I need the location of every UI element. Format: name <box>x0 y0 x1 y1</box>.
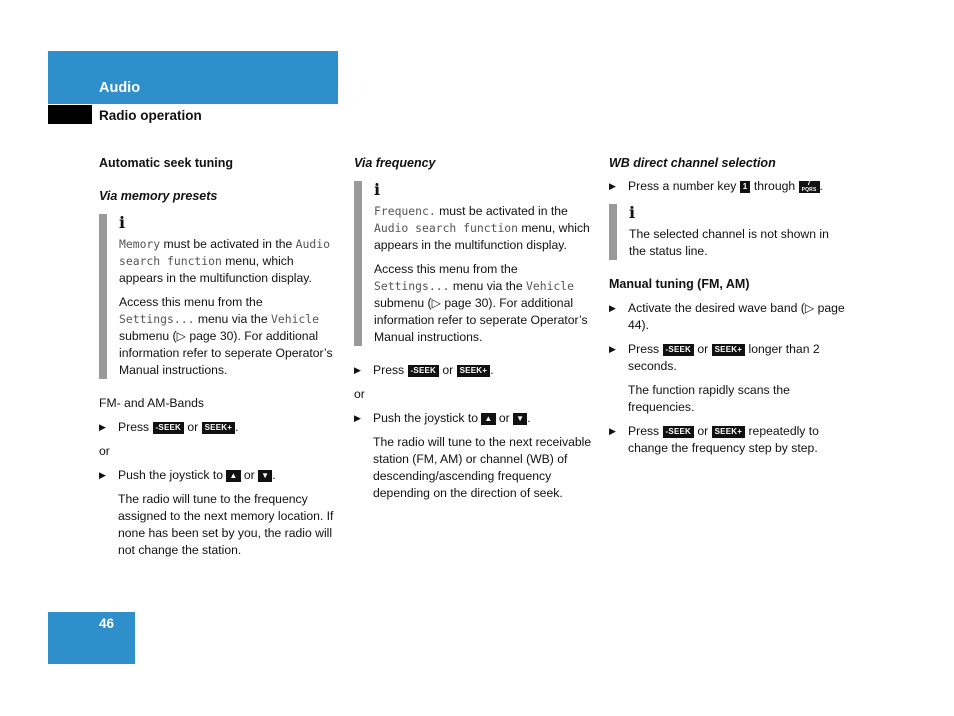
seek-plus-key: SEEK+ <box>712 426 745 438</box>
note-text-2: Access this menu from the Settings... menu via the Vehicle submenu (▷ page 30). For additional information refer to seperate Operator’s Manual instructions. <box>374 262 588 344</box>
seek-plus-key: SEEK+ <box>457 365 490 377</box>
bullet-icon: ▶ <box>609 181 616 191</box>
column-1 <box>99 155 339 559</box>
seek-plus-key: SEEK+ <box>712 344 745 356</box>
info-note <box>99 214 339 379</box>
seek-minus-key: -SEEK <box>153 422 184 434</box>
result-text: The radio will tune to the next receivable station (FM, AM) or channel (WB) of descending/ascending frequency depending on the direction of seek. <box>373 435 592 500</box>
note-text-2: Access this menu from the Settings... menu via the Vehicle submenu (▷ page 30). For additional information refer to seperate Operator’s Manual instructions. <box>119 295 333 377</box>
info-note <box>609 204 849 260</box>
subheading-memory-presets: Via memory presets <box>99 189 218 203</box>
bullet-icon: ▶ <box>99 422 106 432</box>
list-item: ▶ Push the joystick to ▲ or ▼ . <box>99 468 276 482</box>
note-bar <box>354 181 362 346</box>
seek-minus-key: -SEEK <box>663 426 694 438</box>
number-key-1: 1 <box>740 181 751 193</box>
seek-plus-key: SEEK+ <box>202 422 235 434</box>
header-marker <box>48 105 92 124</box>
down-arrow-key: ▼ <box>513 413 527 425</box>
page-number-band <box>48 612 135 664</box>
bullet-icon: ▶ <box>354 413 361 423</box>
info-note <box>354 181 594 346</box>
subsection-title: Radio operation <box>99 108 202 123</box>
subheading-wb-direct: WB direct channel selection <box>609 156 776 170</box>
note-text: Frequenc. must be activated in the Audio search function menu, which appears in the multifunction display. <box>374 204 590 252</box>
column-2 <box>354 155 594 502</box>
bullet-icon: ▶ <box>99 470 106 480</box>
list-item: ▶ Press a number key 1 through 7 PQRS . <box>609 179 823 193</box>
info-icon: i <box>374 180 381 199</box>
or-separator: or <box>354 387 365 401</box>
result-text: The function rapidly scans the frequencies. <box>628 383 790 414</box>
list-item: ▶ Activate the desired wave band (▷ page 44). <box>609 301 845 332</box>
result-text: The radio will tune to the frequency assigned to the next memory location. If none has been set by you, the radio will not change the station. <box>118 492 334 557</box>
bullet-icon: ▶ <box>609 344 616 354</box>
seek-minus-key: -SEEK <box>663 344 694 356</box>
column-3 <box>609 155 849 457</box>
down-arrow-key: ▼ <box>258 470 272 482</box>
note-bar <box>609 204 617 260</box>
or-separator: or <box>99 444 110 458</box>
bullet-icon: ▶ <box>609 426 616 436</box>
up-arrow-key: ▲ <box>481 413 495 425</box>
subheading-via-frequency: Via frequency <box>354 156 436 170</box>
heading-automatic-seek: Automatic seek tuning <box>99 156 234 170</box>
seek-minus-key: -SEEK <box>408 365 439 377</box>
header-band <box>48 51 338 104</box>
heading-manual-tuning: Manual tuning (FM, AM) <box>609 277 750 291</box>
list-item: ▶ Push the joystick to ▲ or ▼ . <box>354 411 531 425</box>
info-icon: i <box>119 213 126 232</box>
list-item: ▶ Press -SEEK or SEEK+ . <box>99 420 239 434</box>
info-icon: i <box>629 203 636 222</box>
note-bar <box>99 214 107 379</box>
note-text: Memory must be activated in the Audio search function menu, which appears in the multifunction display. <box>119 237 330 285</box>
bullet-icon: ▶ <box>609 303 616 313</box>
bands-label: FM- and AM-Bands <box>99 396 204 410</box>
bullet-icon: ▶ <box>354 365 361 375</box>
section-title: Audio <box>99 80 141 96</box>
list-item: ▶ Press -SEEK or SEEK+ . <box>354 363 494 377</box>
list-item: ▶ Press -SEEK or SEEK+ repeatedly to change the frequency step by step. <box>609 424 819 455</box>
number-key-7: 7 PQRS <box>799 181 820 193</box>
list-item: ▶ Press -SEEK or SEEK+ longer than 2 seconds. <box>609 342 820 373</box>
note-text: The selected channel is not shown in the status line. <box>629 227 829 258</box>
up-arrow-key: ▲ <box>226 470 240 482</box>
page-number: 46 <box>99 616 115 631</box>
